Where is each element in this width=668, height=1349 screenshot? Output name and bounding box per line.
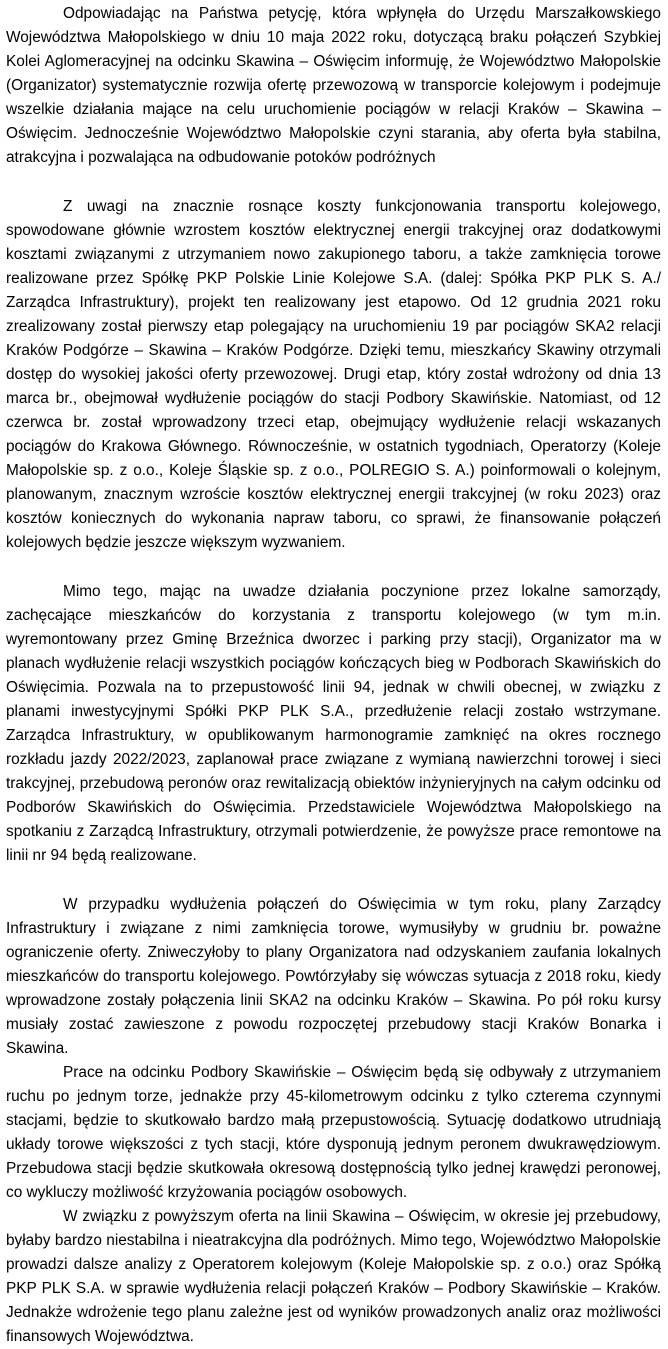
paragraph-petition-reply: Odpowiadając na Państwa petycję, która wpłynęła do Urzędu Marszałkowskiego Województwa Małopolskiego w dniu 10 maja 2022 roku, dotyczącą braku połączeń Szybkiej Kolei Aglomeracyjnej na odcinku Skawina – Oświęcim informuję, że Województwo Małopolskie (Organizator) systematycznie rozwija ofertę przewozową w transporcie kolejowym i podejmuje wszelkie działania mające na celu uruchomienie pociągów w relacji Kraków – Skawina – Oświęcim. Jednocześnie Województwo Małopolskie czyni starania, aby oferta była stabilna, atrakcyjna i pozwalająca na odbudowanie potoków podróżnych — [6, 5, 661, 166]
paragraph-conclusion: W związku z powyższym oferta na linii Skawina – Oświęcim, w okresie jej przebudowy, byłaby bardzo niestabilna i nieatrakcyjna dla podróżnych. Mimo tego, Województwo Małopolskie prowadzi dalsze analizy z Operatorem kolejowym (Koleje Małopolskie sp. z o.o.) oraz Spółką PKP PLK S.A. w sprawie wydłużenia relacji połączeń Kraków – Podbory Skawińskie – Kraków. Jednakże wdrożenie tego planu zależne jest od wyników prowadzonych analiz oraz możliwości finansowych Województwa. — [6, 1208, 661, 1345]
paragraph-closure-risks: W przypadku wydłużenia połączeń do Oświęcimia w tym roku, plany Zarządcy Infrastruktury i związane z nimi zamknięcia torowe, wymusiłyby w grudniu br. poważne ograniczenie oferty. Zniweczyłoby to plany Organizatora nad odzyskaniem zaufania lokalnych mieszkańców do transportu kolejowego. Powtórzyłaby się wówczas sytuacja z 2018 roku, kiedy wprowadzone zostały połączenia linii SKA2 na odcinku Kraków – Skawina. Po pół roku kursy musiały zostać zawieszone z powodu rozpoczętej przebudowy stacji Kraków Bonarka i Skawina. — [6, 896, 661, 1057]
paragraph-single-track-works: Prace na odcinku Podbory Skawińskie – Oświęcim będą się odbywały z utrzymaniem ruchu po jednym torze, jednakże przy 45-kilometrowym odcinku z tylko czterema czynnymi stacjami, będzie to skutkowało bardzo małą przepustowością. Sytuację dodatkowo utrudniają układy torowe większości z tych stacji, które dysponują jednym peronem dwukrawędziowym. Przebudowa stacji będzie skutkowała okresową dostępnością tylko jednej krawędzi peronowej, co wykluczy możliwość krzyżowania pociągów osobowych. — [6, 1064, 661, 1201]
paragraph-extension-plans: Mimo tego, mając na uwadze działania poczynione przez lokalne samorządy, zachęcające mieszkańców do korzystania z transportu kolejowego (w tym m.in. wyremontowany przez Gminę Brzeźnica dworzec i parking przy stacji), Organizator ma w planach wydłużenie relacji wszystkich pociągów kończących bieg w Podborach Skawińskich do Oświęcimia. Pozwala na to przepustowość linii 94, jednak w chwili obecnej, w związku z planami inwestycyjnymi Spółki PKP PLK S.A., przedłużenie relacji zostało wstrzymane. Zarządca Infrastruktury, w opublikowanym harmonogramie zamknięć na okres rocznego rozkładu jazdy 2022/2023, zaplanował prace związane z wymianą nawierzchni torowej i sieci trakcyjnej, przebudową peronów oraz rewitalizacją obiektów inżynieryjnych na całym odcinku od Podborów Skawińskich do Oświęcimia. Przedstawiciele Województwa Małopolskiego na spotkaniu z Zarządcą Infrastruktury, otrzymali potwierdzenie, że powyższe prace remontowe na linii nr 94 będą realizowane. — [6, 583, 661, 864]
letter-body — [6, 2, 661, 1349]
paragraph-costs-and-stages: Z uwagi na znacznie rosnące koszty funkcjonowania transportu kolejowego, spowodowane głównie wzrostem kosztów elektrycznej energii trakcyjnej oraz dodatkowymi kosztami związanymi z utrzymaniem nowo zakupionego taboru, a także zamknięcia torowe realizowane przez Spółkę PKP Polskie Linie Kolejowe S.A. (dalej: Spółka PKP PLK S. A./ Zarządca Infrastruktury), projekt ten realizowany jest etapowo. Od 12 grudnia 2021 roku zrealizowany został pierwszy etap polegający na uruchomieniu 19 par pociągów SKA2 relacji Kraków Podgórze – Skawina – Kraków Podgórze. Dzięki temu, mieszkańcy Skawiny otrzymali dostęp do wysokiej jakości oferty przewozowej. Drugi etap, który został wdrożony od dnia 13 marca br., obejmował wydłużenie pociągów do stacji Podbory Skawińskie. Natomiast, od 12 czerwca br. został wprowadzony trzeci etap, obejmujący wydłużenie relacji wskazanych pociągów do Krakowa Głównego. Równocześnie, w ostatnich tygodniach, Operatorzy (Koleje Małopolskie sp. z o.o., Koleje Śląskie sp. z o.o., POLREGIO S. A.) poinformowali o kolejnym, planowanym, znacznym wzroście kosztów elektrycznej energii trakcyjnej (w roku 2023) oraz kosztów koniecznych do wykonania napraw taboru, co sprawi, że finansowanie połączeń kolejowych będzie jeszcze większym wyzwaniem. — [6, 198, 661, 551]
